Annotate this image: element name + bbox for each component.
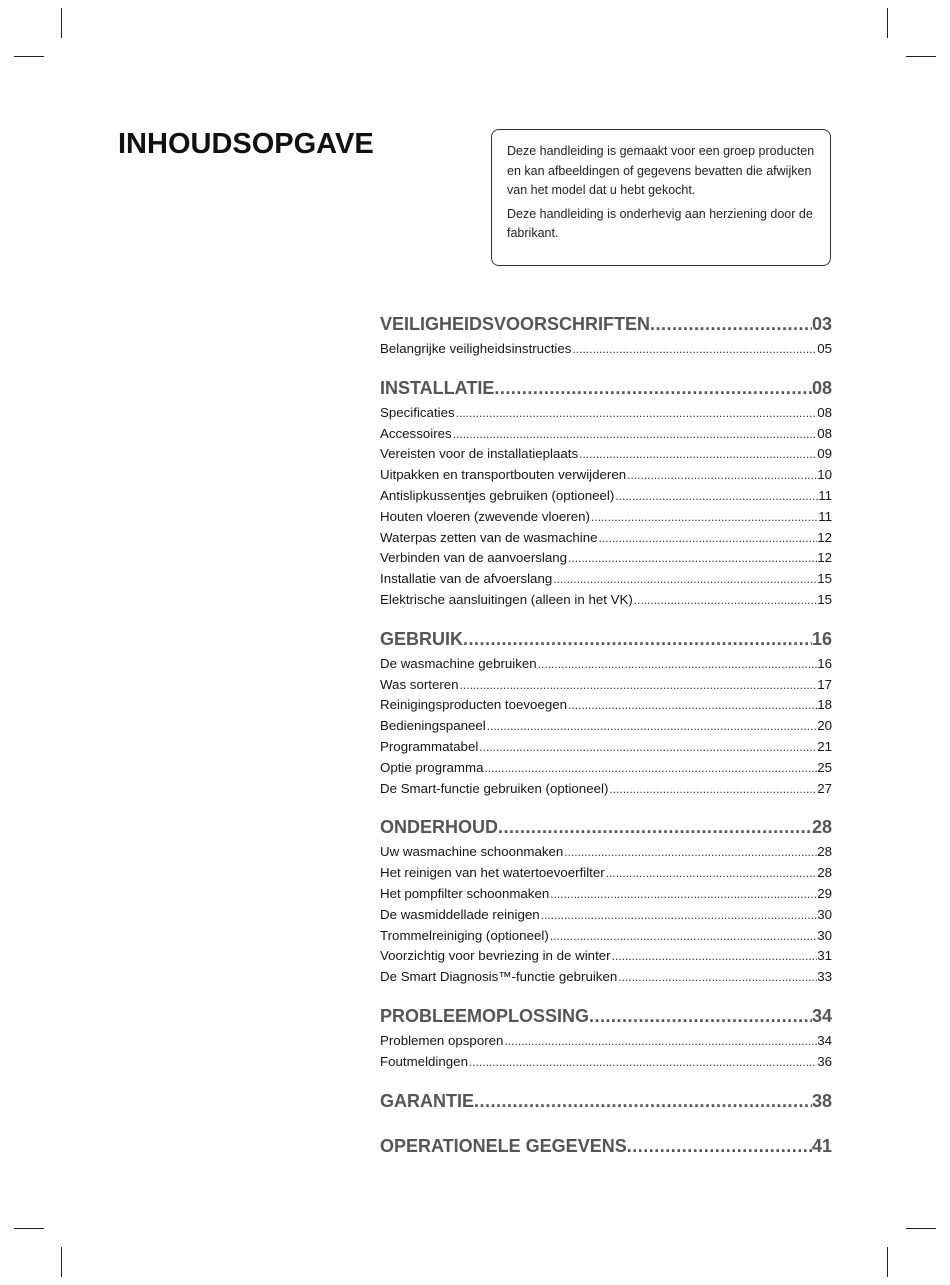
toc-entry[interactable] <box>380 718 832 739</box>
toc-entry-title: Uw wasmachine schoonmaken <box>380 844 564 860</box>
toc-leader-dots <box>549 887 817 901</box>
toc-leader-dots <box>614 489 818 503</box>
toc-entry[interactable] <box>380 530 832 551</box>
toc-leader-dots <box>474 1091 812 1112</box>
toc-entry-title: Was sorteren <box>380 676 459 692</box>
toc-entry-page: 12 <box>817 550 832 566</box>
toc-entry[interactable] <box>380 865 832 886</box>
toc-leader-dots <box>650 314 812 335</box>
toc-entry-title: Het reinigen van het watertoevoerfilter <box>380 865 605 881</box>
toc-entry-title: Installatie van de afvoerslang <box>380 571 553 587</box>
toc-entry-page: 09 <box>817 446 832 462</box>
toc-leader-dots <box>498 817 812 838</box>
toc-entry-page: 05 <box>817 341 832 356</box>
toc-entry-page: 08 <box>817 425 832 441</box>
notice-box <box>491 129 831 266</box>
toc-entry[interactable] <box>380 969 832 990</box>
toc-entry-page: 18 <box>817 697 832 713</box>
toc-entry[interactable] <box>380 886 832 907</box>
toc-leader-dots <box>608 782 817 796</box>
toc-entry-page: 34 <box>817 1032 832 1048</box>
toc-entry[interactable] <box>380 488 832 509</box>
toc-leader-dots <box>563 845 817 859</box>
toc-section-title: GEBRUIK <box>380 628 464 649</box>
toc-entry-title: Uitpakken en transportbouten verwijderen <box>380 467 627 483</box>
toc-section-title: GARANTIE <box>380 1090 474 1111</box>
toc-entry-title: De wasmachine gebruiken <box>380 655 537 671</box>
toc-section-page: 08 <box>811 377 832 398</box>
crop-mark <box>14 1228 44 1229</box>
toc-entry-page: 30 <box>817 927 832 943</box>
toc-entry-title: Bedieningspaneel <box>380 718 486 734</box>
toc-entry-page: 28 <box>817 844 832 860</box>
toc-section-title: OPERATIONELE GEGEVENS <box>380 1135 627 1156</box>
toc-entry-page: 21 <box>817 738 832 754</box>
toc-entry[interactable] <box>380 677 832 698</box>
toc-leader-dots <box>633 593 817 607</box>
toc-entry-page: 16 <box>817 655 832 671</box>
toc-entry[interactable] <box>380 446 832 467</box>
toc-leader-dots <box>483 761 817 775</box>
toc-entry-page: 08 <box>817 404 832 420</box>
toc-entry-title: Waterpas zetten van de wasmachine <box>380 529 598 545</box>
toc-entry-page: 10 <box>817 467 832 483</box>
toc-entry-title: De wasmiddellade reinigen <box>380 906 540 922</box>
toc-section-page: 03 <box>811 314 832 334</box>
toc-entry-page: 15 <box>817 571 832 587</box>
toc-entry[interactable] <box>380 426 832 447</box>
toc-entry-title: De Smart Diagnosis™-functie gebruiken <box>380 969 618 985</box>
crop-mark <box>906 56 936 57</box>
toc-section-heading[interactable] <box>380 1006 832 1031</box>
toc-entry-title: Reinigingsproducten toevoegen <box>380 697 568 713</box>
toc-section-heading[interactable] <box>380 1091 832 1116</box>
toc-entry-title: Elektrische aansluitingen (alleen in het VK) <box>380 591 633 607</box>
toc-entry-title: Belangrijke veiligheidsinstructies <box>380 341 572 356</box>
toc-entry[interactable] <box>380 948 832 969</box>
toc-leader-dots <box>452 427 818 441</box>
toc-section-title: INSTALLATIE <box>380 377 495 398</box>
toc-leader-dots <box>627 1136 812 1157</box>
toc-entry[interactable] <box>380 405 832 426</box>
toc-section-title: VEILIGHEIDSVOORSCHRIFTEN <box>380 314 651 334</box>
toc-entry-title: Houten vloeren (zwevende vloeren) <box>380 508 590 524</box>
table-of-contents <box>380 314 832 1163</box>
crop-mark <box>887 1247 888 1277</box>
toc-entry-title: Vereisten voor de installatieplaats <box>380 446 579 462</box>
toc-leader-dots <box>567 698 817 712</box>
crop-mark <box>61 8 62 38</box>
toc-leader-dots <box>478 740 817 754</box>
toc-section-page: 16 <box>811 628 832 649</box>
toc-leader-dots <box>540 908 818 922</box>
toc-section-heading[interactable] <box>380 629 832 654</box>
toc-entry[interactable] <box>380 907 832 928</box>
toc-entry-title: Accessoires <box>380 425 452 441</box>
crop-mark <box>906 1228 936 1229</box>
toc-section-title: PROBLEEMOPLOSSING <box>380 1005 590 1026</box>
toc-leader-dots <box>611 949 818 963</box>
toc-entry-page: 31 <box>817 948 832 964</box>
toc-entry[interactable] <box>380 550 832 571</box>
toc-leader-dots <box>463 629 812 650</box>
toc-leader-dots <box>537 657 818 671</box>
toc-entry-title: Problemen opsporen <box>380 1032 504 1048</box>
toc-leader-dots <box>503 1034 817 1048</box>
toc-leader-dots <box>552 572 817 586</box>
toc-leader-dots <box>486 719 817 733</box>
toc-entry-page: 20 <box>817 718 832 734</box>
toc-entry-title: Het pompfilter schoonmaken <box>380 885 550 901</box>
toc-entry[interactable] <box>380 928 832 949</box>
toc-entry-title: Verbinden van de aanvoerslang <box>380 550 568 566</box>
toc-entry-page: 33 <box>817 969 832 985</box>
toc-leader-dots <box>494 378 812 399</box>
toc-entry-title: Antislipkussentjes gebruiken (optioneel) <box>380 487 615 503</box>
toc-entry[interactable] <box>380 1054 832 1075</box>
toc-entry[interactable] <box>380 739 832 760</box>
toc-entry-page: 17 <box>817 676 832 692</box>
toc-leader-dots <box>598 531 818 545</box>
crop-mark <box>61 1247 62 1277</box>
toc-entry-page: 30 <box>817 906 832 922</box>
toc-section-heading[interactable] <box>380 817 832 842</box>
toc-entry-title: Voorzichtig voor bevriezing in de winter <box>380 948 611 964</box>
toc-section-heading[interactable] <box>380 314 832 339</box>
toc-entry-page: 12 <box>817 529 832 545</box>
toc-leader-dots <box>626 468 817 482</box>
toc-entry-title: Foutmeldingen <box>380 1053 468 1069</box>
toc-leader-dots <box>578 447 817 461</box>
crop-mark <box>14 56 44 57</box>
toc-leader-dots <box>468 1055 817 1069</box>
toc-entry-title: Optie programma <box>380 759 484 775</box>
toc-entry-page: 15 <box>817 591 832 607</box>
toc-entry-title: Trommelreiniging (optioneel) <box>380 927 549 943</box>
toc-entry-page: 28 <box>817 865 832 881</box>
toc-entry[interactable] <box>380 1033 832 1054</box>
crop-mark <box>887 8 888 38</box>
toc-entry-page: 11 <box>818 508 832 524</box>
notice-paragraph: Deze handleiding is gemaakt voor een groep producten en kan afbeeldingen of gegevens bevatten die afwijken van het model dat u hebt gekocht. <box>507 144 815 197</box>
toc-leader-dots <box>571 342 817 356</box>
toc-entry[interactable] <box>380 341 832 362</box>
toc-entry-page: 36 <box>817 1053 832 1069</box>
toc-leader-dots <box>617 970 817 984</box>
toc-leader-dots <box>567 551 817 565</box>
toc-section-page: 41 <box>811 1135 832 1156</box>
toc-entry-page: 27 <box>817 780 832 796</box>
toc-leader-dots <box>549 929 817 943</box>
toc-entry[interactable] <box>380 844 832 865</box>
toc-entry[interactable] <box>380 656 832 677</box>
toc-section-page: 34 <box>811 1005 832 1026</box>
toc-entry[interactable] <box>380 509 832 530</box>
page-title: INHOUDSOPGAVE <box>118 128 374 160</box>
toc-section-heading[interactable] <box>380 378 832 403</box>
toc-entry[interactable] <box>380 467 832 488</box>
toc-entry-title: Specificaties <box>380 404 455 420</box>
notice-paragraph: Deze handleiding is onderhevig aan herziening door de fabrikant. <box>507 206 813 240</box>
toc-section-heading[interactable] <box>380 1136 832 1161</box>
toc-leader-dots <box>590 510 818 524</box>
toc-entry-title: De Smart-functie gebruiken (optioneel) <box>380 780 609 796</box>
toc-entry-page: 25 <box>817 759 832 775</box>
toc-entry[interactable] <box>380 760 832 781</box>
toc-leader-dots <box>459 678 818 692</box>
toc-entry[interactable] <box>380 697 832 718</box>
toc-leader-dots <box>605 866 818 880</box>
toc-leader-dots <box>589 1006 812 1027</box>
toc-entry[interactable] <box>380 781 832 802</box>
toc-section-page: 38 <box>811 1090 832 1111</box>
toc-section-page: 28 <box>811 817 832 838</box>
toc-entry-page: 29 <box>817 885 832 901</box>
toc-entry-page: 11 <box>818 487 832 503</box>
toc-section-title: ONDERHOUD <box>380 817 499 838</box>
toc-entry-title: Programmatabel <box>380 738 479 754</box>
toc-entry[interactable] <box>380 592 832 613</box>
toc-leader-dots <box>455 406 818 420</box>
toc-entry[interactable] <box>380 571 832 592</box>
